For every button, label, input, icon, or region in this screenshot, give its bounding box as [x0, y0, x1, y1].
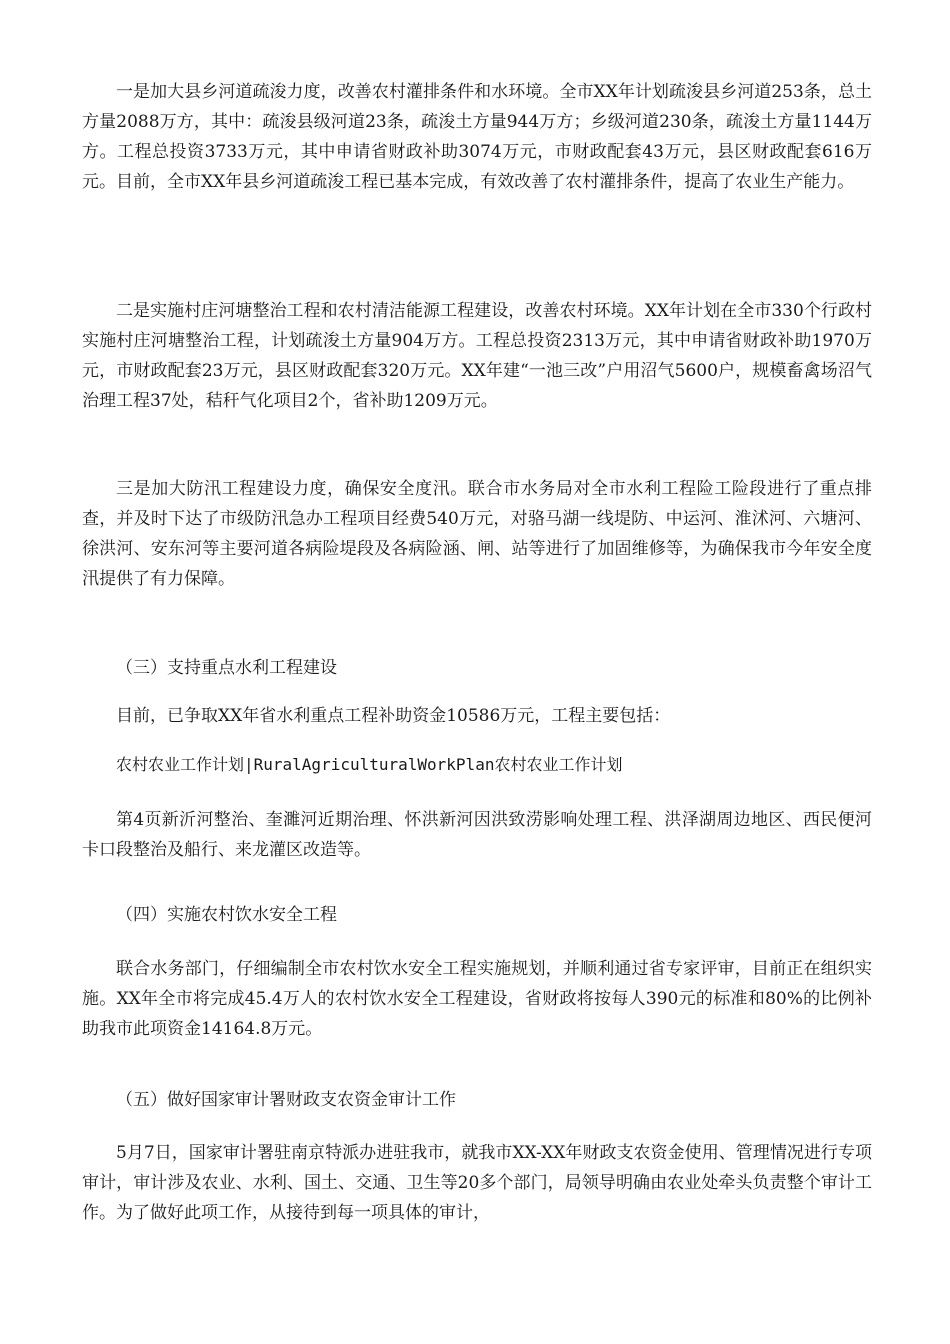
- paragraph-audit-work: 5月7日，国家审计署驻南京特派办进驻我市，就我市XX-XX年财政支农资金使用、管理情况进行专项审计，审计涉及农业、水利、国土、交通、卫生等20多个部门，局领导明确由农业处牵头负责整个审计工作。为了做好此项工作，从接待到每一项具体的审计，: [82, 1143, 872, 1223]
- section-heading-3: （三）支持重点水利工程建设: [116, 658, 337, 678]
- paragraph-key-projects-intro: 目前，已争取XX年省水利重点工程补助资金10586万元，工程主要包括：: [116, 706, 671, 726]
- section-heading-4: （四）实施农村饮水安全工程: [116, 905, 337, 925]
- paragraph-river-dredging: 一是加大县乡河道疏浚力度，改善农村灌排条件和水环境。全市XX年计划疏浚县乡河道253条，总土方量2088万方，其中：疏浚县级河道23条，疏浚土方量944万方；乡级河道230条，疏浚土方量1144万方。工程总投资3733万元，其中申请省财政补助3074万元，市财政配套43万元，县区财政配套616万元。目前，全市XX年县乡河道疏浚工程已基本完成，有效改善了农村灌排条件，提高了农业生产能力。: [82, 82, 872, 192]
- section-heading-5: （五）做好国家审计署财政支农资金审计工作: [116, 1090, 456, 1110]
- paragraph-drinking-water: 联合水务部门，仔细编制全市农村饮水安全工程实施规划，并顺利通过省专家评审，目前正在组织实施。XX年全市将完成45.4万人的农村饮水安全工程建设，省财政将按每人390元的标准和80%的比例补助我市此项资金14164.8万元。: [82, 959, 872, 1039]
- running-header-line: 农村农业工作计划|RuralAgriculturalWorkPlan农村农业工作计划: [116, 755, 623, 774]
- paragraph-flood-control: 三是加大防汛工程建设力度，确保安全度汛。联合市水务局对全市水利工程险工险段进行了重点排查，并及时下达了市级防汛急办工程项目经费540万元，对骆马湖一线堤防、中运河、淮沭河、六塘河、徐洪河、安东河等主要河道各病险堤段及各病险涵、闸、站等进行了加固维修等，为确保我市今年安全度汛提供了有力保障。: [82, 479, 872, 589]
- paragraph-village-pond: 二是实施村庄河塘整治工程和农村清洁能源工程建设，改善农村环境。XX年计划在全市330个行政村实施村庄河塘整治工程，计划疏浚土方量904万方。工程总投资2313万元，其中申请省财政补助1970万元，市财政配套23万元，县区财政配套320万元。XX年建“一池三改”户用沼气5600户，规模畜禽场沼气治理工程37处，秸秆气化项目2个，省补助1209万元。: [82, 301, 872, 411]
- paragraph-project-list: 第4页新沂河整治、奎濉河近期治理、怀洪新河因洪致涝影响处理工程、洪泽湖周边地区、西民便河卡口段整治及船行、来龙灌区改造等。: [82, 810, 872, 860]
